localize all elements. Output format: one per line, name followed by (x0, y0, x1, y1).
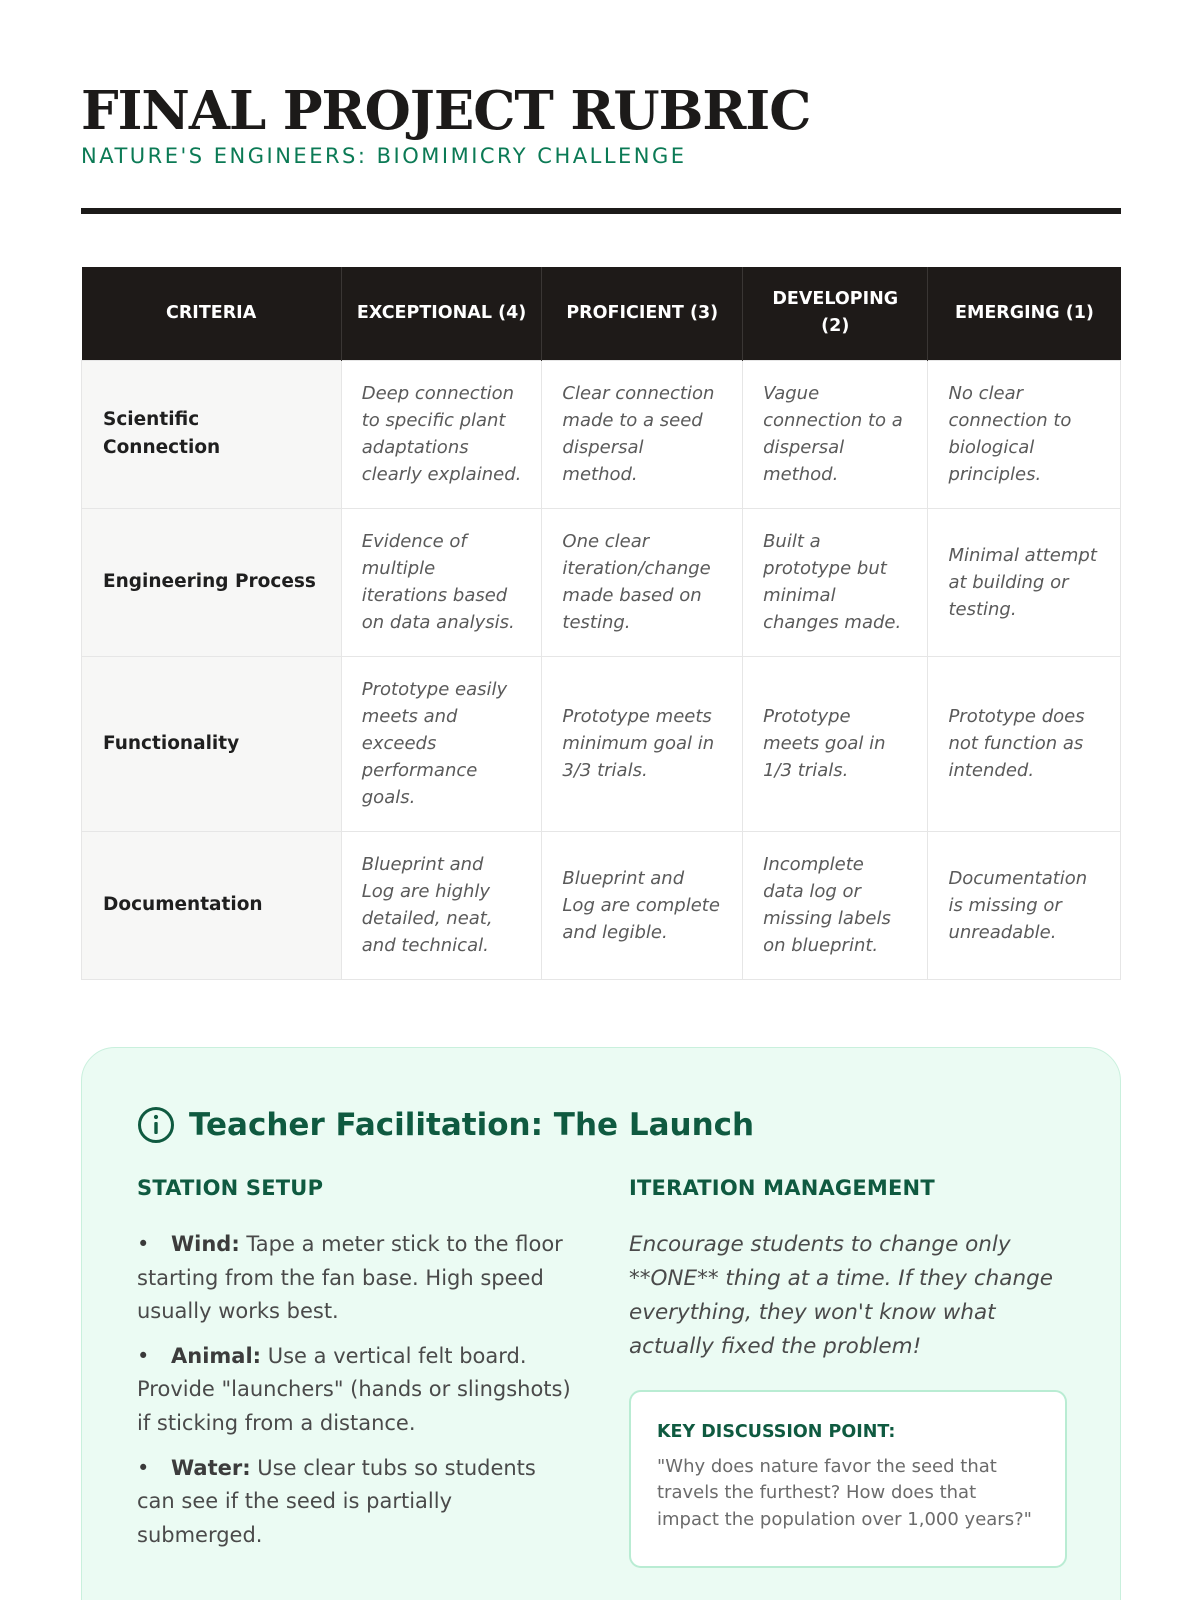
criteria-cell: Documentation (82, 831, 342, 979)
column-header-criteria: CRITERIA (82, 267, 342, 360)
rubric-cell: Blueprint and Log are highly detailed, neat, and technical. (341, 831, 542, 979)
table-row (82, 831, 1121, 979)
criteria-cell: Engineering Process (82, 508, 342, 656)
rubric-cell: Documentation is missing or unreadable. (928, 831, 1121, 979)
iteration-note: Encourage students to change only **ONE** thing at a time. If they change everything, they won't know what actually fixed the problem! (629, 1232, 1053, 1359)
column-header-emerging: EMERGING (1) (928, 267, 1121, 360)
table-row (82, 360, 1121, 508)
criteria-cell: Functionality (82, 656, 342, 831)
rubric-cell: No clear connection to biological principles. (928, 360, 1121, 508)
bullet-icon: • (137, 1343, 150, 1368)
rubric-cell: Vague connection to a dispersal method. (743, 360, 928, 508)
rubric-cell: Prototype does not function as intended. (928, 656, 1121, 831)
rubric-cell: Prototype meets goal in 1/3 trials. (743, 656, 928, 831)
rubric-cell: Clear connection made to a seed dispersal method. (542, 360, 743, 508)
rubric-cell: Built a prototype but minimal changes made. (743, 508, 928, 656)
key-discussion-text: "Why does nature favor the seed that travels the furthest? How does that impact the population over 1,000 years?" (657, 1455, 1032, 1530)
page-title: FINAL PROJECT RUBRIC (81, 80, 811, 142)
rubric-cell: One clear iteration/change made based on testing. (542, 508, 743, 656)
rubric-cell: Prototype meets minimum goal in 3/3 trials. (542, 656, 743, 831)
column-header-developing: DEVELOPING (2) (743, 267, 928, 360)
page-subtitle: NATURE'S ENGINEERS: BIOMIMICRY CHALLENGE (81, 144, 687, 169)
iteration-management-section (629, 1176, 1069, 1568)
rubric-header-row (82, 267, 1121, 360)
criteria-cell: Scientific Connection (82, 360, 342, 508)
rubric-cell: Evidence of multiple iterations based on data analysis. (341, 508, 542, 656)
table-row (82, 508, 1121, 656)
header-divider (81, 208, 1121, 214)
list-item (137, 1340, 577, 1441)
column-header-proficient: PROFICIENT (3) (542, 267, 743, 360)
rubric-cell: Minimal attempt at building or testing. (928, 508, 1121, 656)
column-header-exceptional: EXCEPTIONAL (4) (341, 267, 542, 360)
station-setup-list (137, 1228, 577, 1552)
iteration-management-heading: ITERATION MANAGEMENT (629, 1176, 935, 1200)
item-text: Use a vertical felt board. Provide "launchers" (hands or slingshots) if sticking from a distance. (137, 1343, 571, 1435)
item-label: Animal: (171, 1343, 262, 1368)
station-setup-heading: STATION SETUP (137, 1176, 324, 1200)
page-header (81, 82, 1121, 168)
rubric-cell: Incomplete data log or missing labels on blueprint. (743, 831, 928, 979)
list-item (137, 1228, 577, 1329)
rubric-cell: Blueprint and Log are complete and legible. (542, 831, 743, 979)
item-label: Water: (171, 1455, 251, 1480)
list-item (137, 1452, 577, 1553)
panel-title (137, 1106, 754, 1144)
item-label: Wind: (171, 1232, 240, 1256)
panel-title-text: Teacher Facilitation: The Launch (189, 1107, 755, 1143)
key-discussion-heading: KEY DISCUSSION POINT: (657, 1421, 896, 1442)
item-text: Tape a meter stick to the floor starting from the fan base. High speed usually works best. (137, 1232, 563, 1324)
rubric-cell: Prototype easily meets and exceeds performance goals. (341, 656, 542, 831)
station-setup-section (137, 1176, 577, 1563)
bullet-icon: • (137, 1455, 150, 1480)
info-icon (137, 1106, 175, 1144)
teacher-facilitation-panel (81, 1047, 1121, 1600)
item-text: Use clear tubs so students can see if the seed is partially submerged. (137, 1455, 536, 1547)
rubric-table (81, 267, 1121, 980)
bullet-icon: • (137, 1232, 150, 1256)
rubric-cell: Deep connection to specific plant adaptations clearly explained. (341, 360, 542, 508)
table-row (82, 656, 1121, 831)
key-discussion-box (629, 1390, 1067, 1568)
